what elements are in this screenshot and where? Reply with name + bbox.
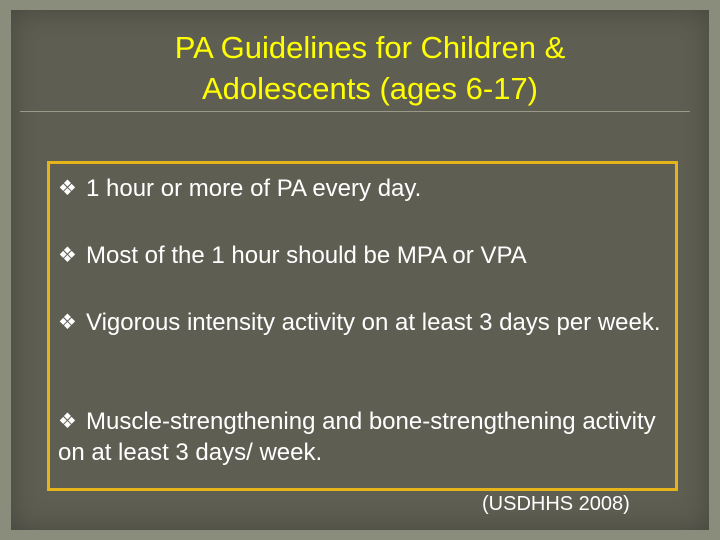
diamond-bullet-icon: ❖ [58, 311, 77, 334]
title-line-1: PA Guidelines for Children & [174, 30, 566, 65]
diamond-bullet-icon: ❖ [58, 244, 77, 267]
bullet-item [58, 173, 668, 204]
bullet-item [58, 307, 668, 338]
diamond-bullet-icon: ❖ [58, 410, 77, 433]
title-divider [20, 111, 690, 112]
bullet-item [58, 240, 668, 271]
bullet-text: Muscle-strengthening and bone-strengthening activity on at least 3 days/ week. [58, 408, 656, 466]
bullet-item [58, 406, 668, 468]
bullet-text: Most of the 1 hour should be MPA or VPA [86, 242, 527, 269]
diamond-bullet-icon: ❖ [58, 177, 77, 200]
citation: (USDHHS 2008) [482, 493, 630, 515]
title-line-2: Adolescents (ages 6-17) [201, 71, 539, 106]
slide-title [60, 27, 680, 109]
bullet-text: 1 hour or more of PA every day. [86, 175, 422, 202]
bullet-text: Vigorous intensity activity on at least 3 days per week. [86, 309, 661, 336]
